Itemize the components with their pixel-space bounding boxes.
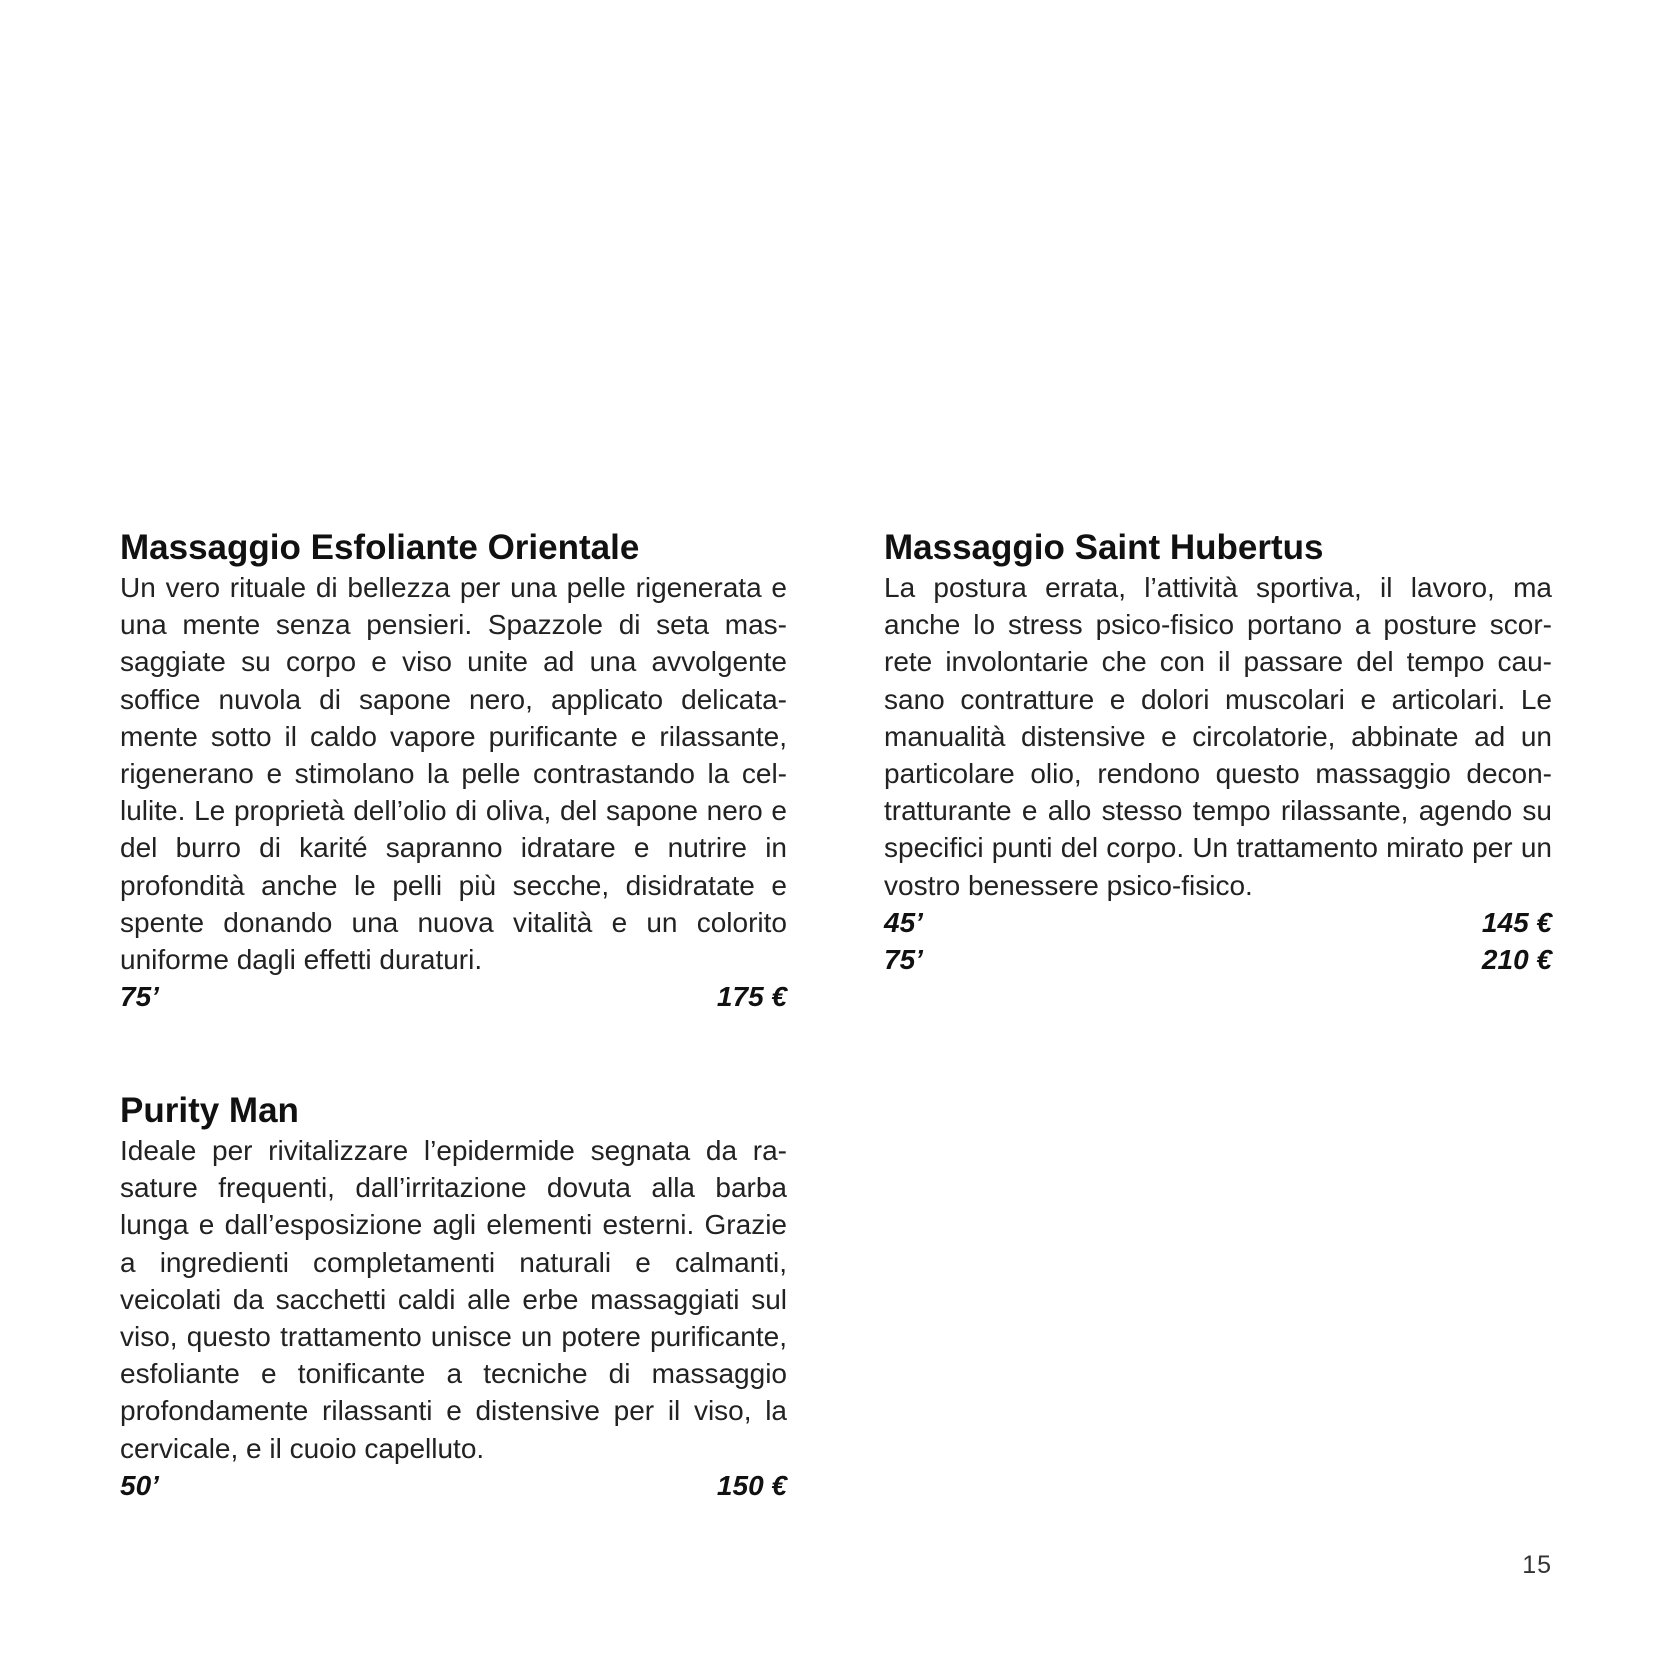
price: 175 € xyxy=(716,981,787,1013)
price-row xyxy=(884,941,1552,978)
treatment-esfoliante-orientale xyxy=(120,527,787,1015)
duration: 45’ xyxy=(884,906,923,938)
treatment-saint-hubertus xyxy=(884,527,1552,978)
price-row xyxy=(884,904,1552,941)
price: 150 € xyxy=(716,1469,787,1501)
price: 145 € xyxy=(1481,906,1552,938)
price-row xyxy=(120,978,787,1015)
treatment-description: La postura errata, l’attività sportiva, il lavoro, ma anche lo stress psico-fisico portano a posture scorrete involontarie che con il passare del tempo causano contratture e dolori muscolari e articolari. Le manualità distensive e circolatorie, abbinate ad un particolare olio, rendono questo massaggio decontratturante e allo stesso tempo rilassante, agendo su specifici punti del corpo. Un trattamento mirato per un vostro benessere psico-fisico. xyxy=(884,572,1552,901)
treatment-title: Massaggio Esfoliante Orientale xyxy=(120,528,640,567)
price: 210 € xyxy=(1481,943,1552,975)
treatment-title: Purity Man xyxy=(120,1091,299,1130)
treatment-description: Ideale per rivitalizzare l’epidermide segnata da rasature frequenti, dall’irritazione dovuta alla barba lunga e dall’esposizione agli elementi esterni. Grazie a ingredienti completamenti naturali e calmanti, veicolati da sacchetti caldi alle erbe massaggiati sul viso, questo trattamento unisce un potere purificante, esfoliante e tonificante a tecniche di massaggio profondamente rilassanti e distensive per il viso, la cervicale, e il cuoio capelluto. xyxy=(120,1135,787,1464)
treatment-purity-man xyxy=(120,1090,787,1504)
treatment-description: Un vero rituale di bellezza per una pelle rigenerata e una mente senza pensieri. Spazzole di seta massaggiate su corpo e viso unite ad una avvolgente soffice nuvola di sapone nero, applicato delicatamente sotto il caldo vapore purificante e rilassante, rigenerano e stimolano la pelle contrastando la cellulite. Le proprietà dell’olio di oliva, del sapone nero e del burro di karité sapranno idratare e nutrire in profondità anche le pelli più secche, disidratate e spente donando una nuova vitalità e un colorito uniforme dagli effetti duraturi. xyxy=(120,572,787,976)
duration: 50’ xyxy=(120,1469,159,1501)
price-row xyxy=(120,1467,787,1504)
duration: 75’ xyxy=(120,981,159,1013)
treatment-title: Massaggio Saint Hubertus xyxy=(884,528,1324,567)
duration: 75’ xyxy=(884,943,923,975)
page-number: 15 xyxy=(1522,1551,1552,1579)
